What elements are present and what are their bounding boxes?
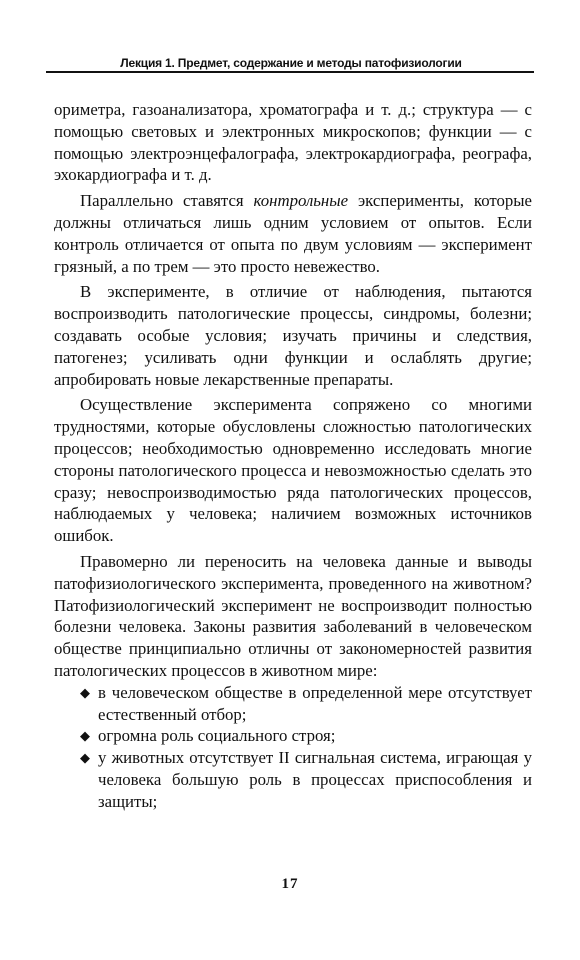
list-item-text: огромна роль социального строя; xyxy=(98,726,336,746)
paragraph-experiment-goals: В эксперименте, в отличие от наблюдения, пытаются воспроизводить патологические процессы, синдромы, болезни; создавать особые условия; изучать причины и следствия, патогенез; усиливать одни функции и ослаблять другие; апробировать новые лекарственные препараты. xyxy=(54,282,532,389)
list-item xyxy=(54,747,532,812)
bullet-list xyxy=(54,682,532,813)
diamond-bullet-icon: ◆ xyxy=(80,728,90,744)
paragraph-experiment-difficulties: Осуществление эксперимента сопряжено со многими трудностями, которые обусловлены сложностью патологических процессов; необходимостью одновременно исследовать многие стороны патологического процесса и невозможностью сделать это сразу; невоспроизводимостью ряда патологических процессов, наблюдаемых у человека; наличием возможных источников ошибок. xyxy=(54,395,532,546)
emphasis-term: контрольные xyxy=(253,191,349,211)
list-item-text: у животных отсутствует II сигнальная система, играющая у человека большую роль в процессах приспособления и защиты; xyxy=(98,748,532,811)
diamond-bullet-icon: ◆ xyxy=(80,750,90,766)
list-item-text: в человеческом обществе в определенной мере отсутствует естественный отбор; xyxy=(98,682,532,724)
diamond-bullet-icon: ◆ xyxy=(80,684,90,700)
body-text xyxy=(54,99,532,813)
list-item xyxy=(54,682,532,726)
paragraph-transfer-question: Правомерно ли переносить на человека данные и выводы патофизиологического эксперимента, проведенного на животном? Патофизиологический эксперимент не воспроизводит полностью болезни человека. Законы развития заболеваний в человеческом обществе принципиально отличны от закономерностей развития патологических процессов в животном мире: xyxy=(54,551,532,680)
running-header: Лекция 1. Предмет, содержание и методы патофизиологии xyxy=(120,56,462,70)
header-rule xyxy=(46,71,534,73)
paragraph-control-experiments xyxy=(54,190,532,277)
paragraph-text: эксперименты, которые должны отличаться лишь одним условием от опытов. Если контроль отличается от опыта по двум условиям — эксперимент грязный, а по трем — это просто невежество. xyxy=(54,191,532,276)
list-item xyxy=(54,725,532,747)
paragraph-text: Параллельно ставятся xyxy=(80,191,254,211)
paragraph-continued: ориметра, газоанализатора, хроматографа и т. д.; структура — с помощью световых и электронных микроскопов; функции — с помощью электроэнцефалографа, электрокардиографа, реографа, эхокардиографа и т. д. xyxy=(54,100,532,185)
page-number: 17 xyxy=(281,876,299,892)
